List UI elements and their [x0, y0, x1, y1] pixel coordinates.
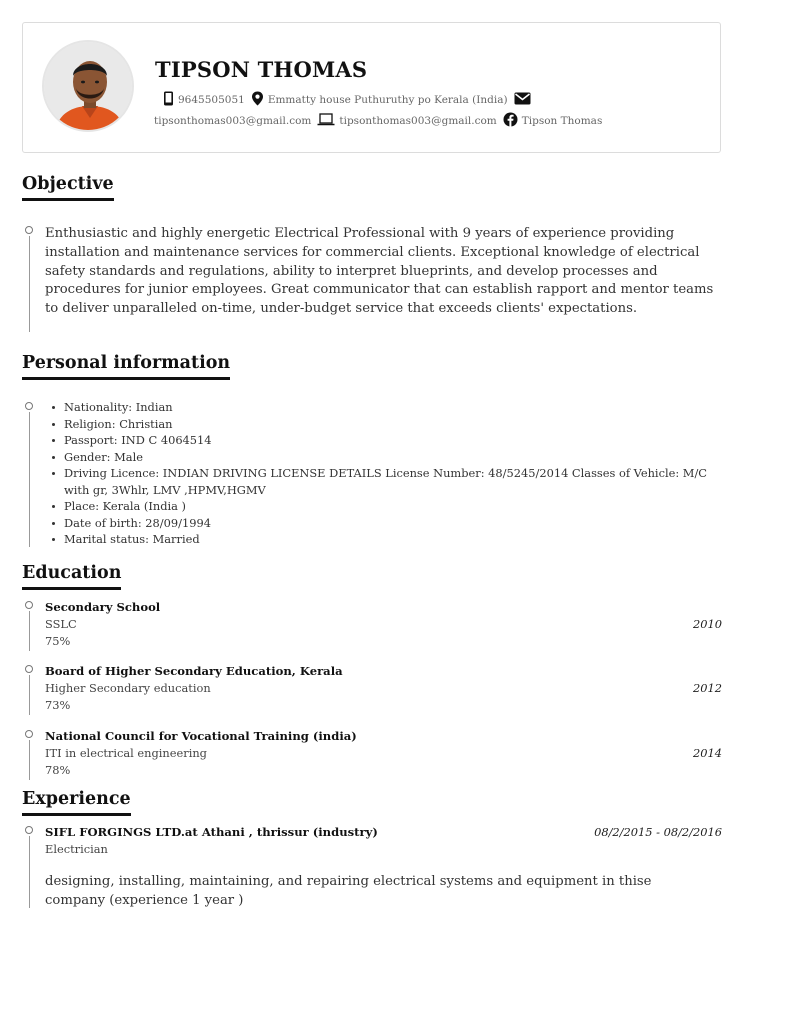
education-institution: Board of Higher Secondary Education, Kerala	[45, 664, 343, 678]
envelope-icon	[514, 92, 531, 108]
timeline-dot	[25, 730, 33, 738]
timeline-dot	[25, 665, 33, 673]
section-title-objective: Objective	[22, 175, 114, 201]
list-item-gender: Gender: Male	[50, 449, 720, 466]
education-course: SSLC	[45, 617, 77, 631]
timeline-line	[29, 611, 30, 651]
objective-text: Enthusiastic and highly energetic Electrical Professional with 9 years of experience providing installation and maintenance services for commercial clients. Exceptional knowledge of electrical safety standards and regulations, ability to interpret blueprints, and develop processes and procedures for junior employees. Great communicator that can establish rapport and mentor teams to deliver unparalleled on-time, under-budget service that exceeds clients' expectations.	[45, 226, 714, 317]
contact-row-primary	[163, 91, 535, 109]
profile-header	[22, 22, 721, 153]
section-title-personal-information: Personal information	[22, 354, 230, 380]
experience-company: SIFL FORGINGS LTD.at Athani , thrissur (industry)	[45, 825, 378, 839]
list-item-passport: Passport: IND C 4064514	[50, 432, 720, 449]
education-course: Higher Secondary education	[45, 681, 211, 695]
timeline-line	[29, 836, 30, 908]
education-year: 2010	[693, 617, 722, 631]
experience-dates: 08/2/2015 - 08/2/2016	[594, 825, 722, 839]
phone-number: 9645505051	[178, 94, 245, 106]
education-score: 75%	[45, 634, 71, 648]
personal-info-list	[50, 399, 720, 548]
education-course: ITI in electrical engineering	[45, 746, 207, 760]
timeline-line	[29, 675, 30, 715]
map-pin-icon	[251, 91, 264, 109]
timeline-dot	[25, 826, 33, 834]
profile-photo	[42, 40, 134, 132]
education-year: 2012	[693, 681, 722, 695]
timeline-dot	[25, 601, 33, 609]
education-year: 2014	[693, 746, 722, 760]
timeline-dot	[25, 226, 33, 234]
facebook-name[interactable]: Tipson Thomas	[521, 115, 603, 127]
timeline-line	[29, 412, 30, 547]
education-institution: Secondary School	[45, 600, 161, 614]
candidate-name: TIPSON THOMAS	[155, 57, 368, 82]
list-item-religion: Religion: Christian	[50, 416, 720, 433]
facebook-icon	[503, 112, 518, 130]
list-item-marital-status: Marital status: Married	[50, 531, 720, 548]
education-score: 73%	[45, 698, 71, 712]
list-item-place: Place: Kerala (India )	[50, 498, 720, 515]
experience-description: designing, installing, maintaining, and repairing electrical systems and equipment in thise company (experience 1 year )	[45, 874, 652, 908]
section-title-experience: Experience	[22, 790, 131, 816]
list-item-date-of-birth: Date of birth: 28/09/1994	[50, 515, 720, 532]
home-address: Emmatty house Puthuruthy po Kerala (India)	[267, 94, 508, 106]
mobile-phone-icon	[163, 91, 174, 109]
laptop-icon	[317, 113, 335, 129]
list-item-driving-licence: Driving Licence: INDIAN DRIVING LICENSE DETAILS License Number: 48/5245/2014 Classes of Vehicle: M/C with gr, 3Whlr, LMV ,HPMV,HGMV	[50, 465, 720, 498]
list-item-nationality: Nationality: Indian	[50, 399, 720, 416]
section-title-education: Education	[22, 564, 121, 590]
timeline-line	[29, 236, 30, 332]
timeline-line	[29, 740, 30, 780]
education-institution: National Council for Vocational Training (india)	[45, 729, 357, 743]
experience-role: Electrician	[45, 842, 108, 856]
education-score: 78%	[45, 763, 71, 777]
timeline-dot	[25, 402, 33, 410]
website-email[interactable]: tipsonthomas003@gmail.com	[339, 115, 497, 127]
contact-row-secondary	[154, 112, 602, 130]
email-address[interactable]: tipsonthomas003@gmail.com	[154, 115, 312, 127]
